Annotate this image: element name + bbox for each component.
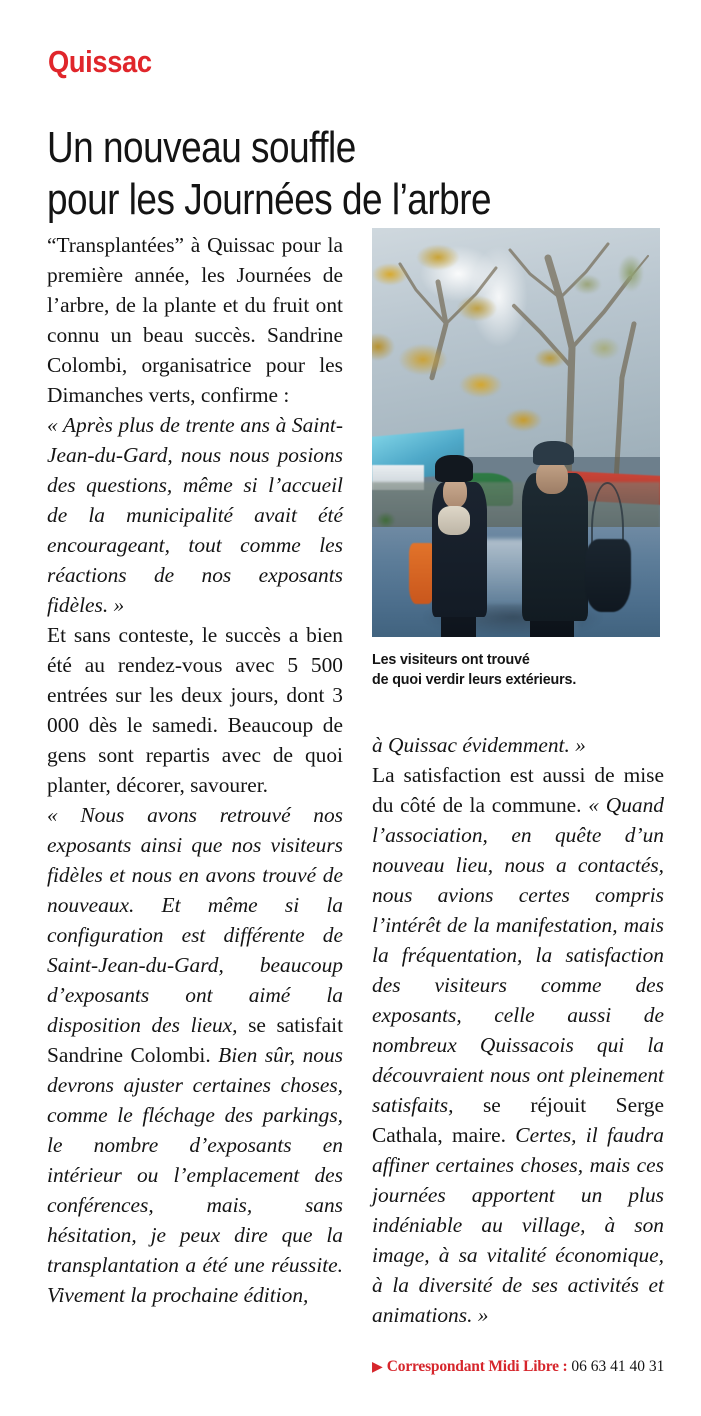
photo-person-left-scarf (438, 506, 470, 535)
photo-person-right-body (522, 473, 588, 620)
byline (372, 1357, 672, 1378)
article-column-2 (372, 730, 664, 1330)
photo-person-right-face (536, 461, 568, 494)
headline-line-1: Un nouveau souffle (47, 123, 356, 173)
commune-lead-text: La satisfaction est aussi de mise du côté de la commune. (372, 763, 664, 817)
attendance-text: Et sans conteste, le succès a bien été au rendez-vous avec 5 500 entrées sur les deux jours, dont 3 000 dès le samedi. Beaucoup de gens sont repartis avec de quoi planter, décorer, savourer. (47, 623, 343, 797)
photo-person-left-face (443, 477, 467, 508)
article-column-1 (47, 230, 343, 1310)
photo-foliage-right (551, 228, 660, 416)
byline-source: Correspondant Midi Libre : (386, 1358, 568, 1375)
paragraph-quote-colombi-2 (47, 800, 343, 1310)
headline-line-2: pour les Journées de l’arbre (47, 175, 492, 225)
photo-orange-bag (409, 543, 435, 604)
quote-colombi-end: à Quissac évidemment. » (372, 733, 586, 757)
photo-caption-line-2: de quoi verdir leurs extérieurs. (372, 670, 577, 688)
photo-scene (372, 228, 660, 637)
photo-person-right-cap (533, 441, 573, 466)
paragraph-attendance (47, 620, 343, 800)
photo-caption-line-1: Les visiteurs ont trouvé (372, 651, 530, 668)
quote-colombi-part-b: Bien sûr, nous devrons ajuster certaines choses, comme le fléchage des parkings, le nombre d’exposants en intérieur ou l’emplacement des conférences, mais, sans hésitation, je peux dire que la transplantation a été une réussite. Vivement la prochaine édition, (47, 1043, 343, 1307)
quote-cathala-part-a: « Quand l’association, en quête d’un nouveau lieu, nous a contactés, nous avions certes compris l’intérêt de la manifestation, mais la fréquentation, la satisfaction des visiteurs comme des exposants, celle aussi de nombreux Quissacois qui la découvraient nous ont pleinement satisfaits, (372, 793, 664, 1117)
article-kicker-location: Quissac (48, 44, 152, 79)
attribution-colombi: se satisfait Sandrine Colombi. (47, 1013, 344, 1067)
attribution-cathala: se réjouit Serge Cathala, maire. (372, 1093, 664, 1147)
quote-colombi-part-a: « Nous avons retrouvé nos exposants ainsi que nos visiteurs fidèles et nous en avons trouvé de nouveaux. Et même si la configuration est différente de Saint-Jean-du-Gard, beaucoup d’exposants ont aimé la disposition des lieux, (47, 803, 343, 1037)
paragraph-quote-continuation (372, 730, 664, 760)
photo-person-left-hat (435, 455, 472, 482)
quote-cathala-part-b: Certes, il faudra affiner certaines choses, mais ces journées apportent un plus indéniable au village, à son image, à sa vitalité économique, à la diversité de ses activités et animations. » (372, 1123, 664, 1327)
photo-dark-bag (585, 539, 631, 613)
triangle-marker-icon: ▶ (372, 1360, 383, 1375)
photo-caption (372, 650, 646, 689)
paragraph-quote-colombi-1: « Après plus de trente ans à Saint-Jean-du-Gard, nous nous posions des questions, même si l’accueil de la municipalité avait été encourageant, tout comme les réactions de nos exposants fidèles. » (47, 413, 343, 617)
byline-phone-number: 06 63 41 40 31 (571, 1358, 665, 1375)
page-title (47, 122, 585, 226)
paragraph-intro: “Transplantées” à Quissac pour la première année, les Journées de l’arbre, de la plante et du fruit ont connu un beau succès. Sandrine Colombi, organisatrice pour les Dimanches verts, confirme : (47, 233, 343, 407)
article-photo (372, 228, 660, 637)
paragraph-commune (372, 760, 664, 1330)
